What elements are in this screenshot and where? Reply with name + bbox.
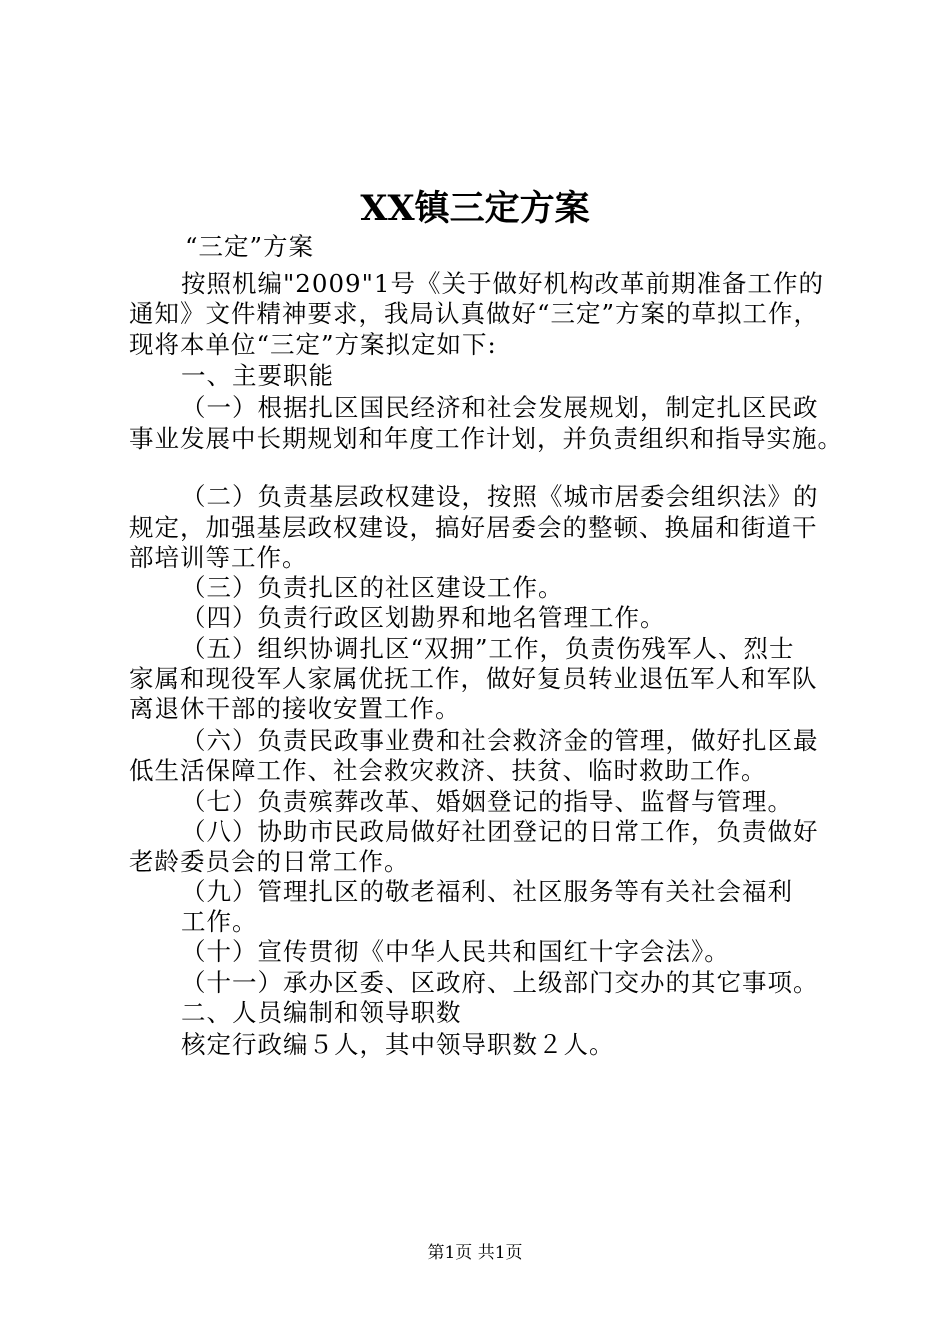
- paragraph-line: （二）负责基层政权建设，按照《城市居委会组织法》的: [181, 482, 819, 511]
- page-footer: 第1页 共1页: [427, 1243, 523, 1263]
- paragraph-line: 通知》文件精神要求，我局认真做好“三定”方案的草拟工作，: [129, 299, 820, 328]
- paragraph-line: 工作。: [181, 907, 258, 936]
- paragraph-line: 事业发展中长期规划和年度工作计划，并负责组织和指导实施。: [129, 424, 843, 453]
- paragraph-line: 低生活保障工作、社会救灾救济、扶贫、临时救助工作。: [129, 756, 767, 785]
- paragraph-line: （三）负责扎区的社区建设工作。: [181, 573, 564, 602]
- paragraph-line: 老龄委员会的日常工作。: [129, 847, 410, 876]
- paragraph-line: （十）宣传贯彻《中华人民共和国红十字会法》。: [181, 937, 730, 966]
- section-heading: 二、人员编制和领导职数: [181, 998, 462, 1027]
- paragraph-line: （七）负责殡葬改革、婚姻登记的指导、监督与管理。: [181, 787, 793, 816]
- paragraph-line: （十一）承办区委、区政府、上级部门交办的其它事项。: [181, 968, 819, 997]
- paragraph-line: （四）负责行政区划勘界和地名管理工作。: [181, 603, 666, 632]
- paragraph-line: 家属和现役军人家属优抚工作，做好复员转业退伍军人和军队: [129, 664, 818, 693]
- paragraph-line: 部培训等工作。: [129, 543, 308, 572]
- document-title: XX镇三定方案: [360, 188, 590, 229]
- paragraph-line: 核定行政编５人，其中领导职数２人。: [181, 1030, 615, 1059]
- paragraph-line: 规定，加强基层政权建设，搞好居委会的整顿、换届和街道干: [129, 513, 818, 542]
- section-heading: 一、主要职能: [181, 361, 334, 390]
- paragraph-line: （五）组织协调扎区“双拥”工作，负责伤残军人、烈士: [181, 634, 795, 663]
- paragraph-line: （六）负责民政事业费和社会救济金的管理，做好扎区最: [181, 726, 819, 755]
- paragraph-line: （九）管理扎区的敬老福利、社区服务等有关社会福利: [181, 877, 793, 906]
- paragraph-line: 现将本单位“三定”方案拟定如下:: [129, 330, 497, 359]
- paragraph-line: 按照机编"2009"1号《关于做好机构改革前期准备工作的: [181, 269, 824, 298]
- line-subtitle: “三定”方案: [185, 232, 315, 261]
- paragraph-line: （八）协助市民政局做好社团登记的日常工作，负责做好: [181, 817, 819, 846]
- paragraph-line: （一）根据扎区国民经济和社会发展规划，制定扎区民政: [181, 393, 819, 422]
- paragraph-line: 离退休干部的接收安置工作。: [129, 694, 461, 723]
